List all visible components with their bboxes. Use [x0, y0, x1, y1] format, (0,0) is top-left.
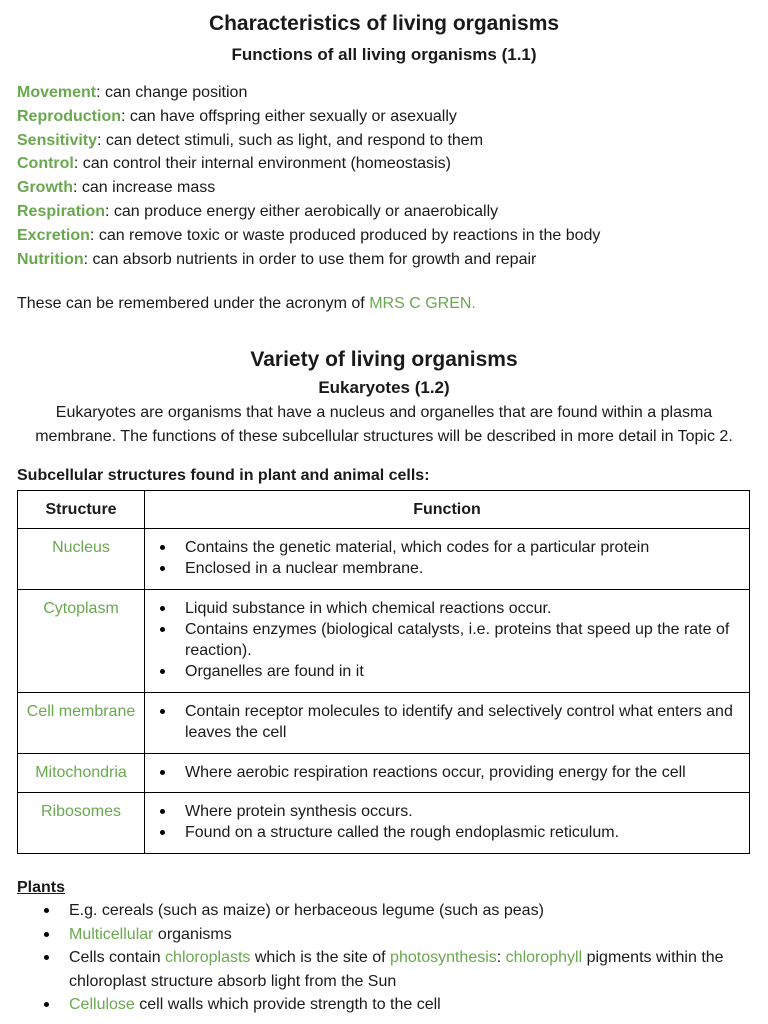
function-item: Contain receptor molecules to identify and selectively control what enters and leaves the cell — [145, 701, 739, 743]
table-row — [18, 529, 750, 590]
table-row — [18, 590, 750, 693]
column-header-structure: Structure — [18, 491, 145, 529]
characteristic-term: Sensitivity — [17, 131, 98, 149]
function-cell — [145, 754, 750, 793]
function-item: Where aerobic respiration reactions occur, providing energy for the cell — [145, 762, 739, 783]
function-item: Contains the genetic material, which codes for a particular protein — [145, 537, 739, 558]
function-item: Contains enzymes (biological catalysts, i.e. proteins that speed up the rate of reaction). — [145, 619, 739, 661]
characteristic-desc: : can control their internal environment (homeostasis) — [73, 155, 451, 173]
list-item — [17, 200, 757, 224]
characteristic-term: Control — [17, 155, 74, 173]
intro-line: membrane. The functions of these subcellular structures will be described in more detail in Topic 2. — [35, 428, 733, 445]
plants-item-text: cell walls which provide strength to the cell — [134, 996, 441, 1014]
column-header-function: Function — [145, 491, 750, 529]
intro-line: Eukaryotes are organisms that have a nucleus and organelles that are found within a plasma — [55, 404, 713, 421]
characteristic-term: Nutrition — [17, 250, 84, 268]
characteristic-desc: : can increase mass — [73, 179, 216, 197]
list-item — [17, 152, 757, 176]
plants-item-text: : — [496, 949, 506, 967]
page-title: Characteristics of living organisms — [208, 12, 560, 35]
list-item — [17, 176, 757, 200]
subcellular-structures-table — [17, 490, 750, 854]
section-subtitle: Eukaryotes (1.2) — [318, 378, 450, 397]
plants-list — [17, 899, 757, 1017]
table-row — [18, 754, 750, 793]
acronym: MRS C GREN. — [369, 295, 476, 312]
function-item: Liquid substance in which chemical reactions occur. — [145, 598, 739, 619]
list-item — [17, 923, 757, 947]
structure-cell: Cytoplasm — [18, 590, 145, 693]
list-item — [17, 224, 757, 248]
characteristic-term: Movement — [17, 84, 97, 101]
characteristic-desc: : can have offspring either sexually or asexually — [121, 107, 457, 125]
function-cell — [145, 793, 750, 854]
list-item — [17, 81, 757, 105]
function-cell — [145, 590, 750, 693]
table-row — [18, 793, 750, 854]
section-title: Variety of living organisms — [250, 348, 518, 371]
structure-cell: Mitochondria — [18, 754, 145, 793]
function-cell — [145, 529, 750, 590]
characteristic-term: Respiration — [17, 202, 106, 220]
plants-item-text: E.g. cereals (such as maize) or herbaceous legume (such as peas) — [69, 902, 544, 919]
characteristic-term: Reproduction — [17, 107, 121, 125]
table-heading: Subcellular structures found in plant and animal cells: — [17, 467, 430, 484]
structure-cell: Nucleus — [18, 529, 145, 590]
function-item: Found on a structure called the rough endoplasmic reticulum. — [145, 822, 739, 843]
characteristic-term: Growth — [17, 179, 73, 197]
list-item — [17, 946, 757, 993]
list-item — [17, 248, 757, 272]
function-item: Where protein synthesis occurs. — [145, 801, 739, 822]
structure-cell: Cell membrane — [18, 693, 145, 754]
function-cell — [145, 693, 750, 754]
acronym-prefix: These can be remembered under the acronym of — [17, 295, 370, 312]
plants-item-text: which is the site of — [250, 949, 391, 967]
plants-term: chlorophyll — [505, 949, 583, 967]
function-item: Enclosed in a nuclear membrane. — [145, 558, 739, 579]
list-item — [17, 899, 757, 923]
list-item — [17, 129, 757, 153]
acronym-sentence — [17, 293, 476, 315]
characteristic-desc: : can remove toxic or waste produced produced by reactions in the body — [89, 226, 601, 244]
plants-item-text: Cells contain — [69, 949, 166, 967]
characteristics-list — [17, 81, 757, 271]
plants-term: Cellulose — [69, 996, 135, 1014]
table-row — [18, 693, 750, 754]
plants-term: chloroplasts — [165, 949, 251, 967]
plants-term: Multicellular — [69, 925, 154, 943]
plants-heading: Plants — [17, 879, 66, 896]
list-item — [17, 105, 757, 129]
plants-item-text: organisms — [153, 925, 232, 943]
characteristic-desc: : can produce energy either aerobically or anaerobically — [105, 202, 499, 220]
characteristic-desc: : can absorb nutrients in order to use them for growth and repair — [83, 250, 537, 268]
plants-item-text: pigments within the chloroplast structure absorb light from the Sun — [69, 949, 724, 990]
characteristic-term: Excretion — [17, 226, 90, 244]
intro-paragraph — [17, 401, 751, 449]
table-header-row — [18, 491, 750, 529]
list-item — [17, 993, 757, 1017]
characteristic-desc: : can change position — [96, 84, 248, 101]
function-item: Organelles are found in it — [145, 661, 739, 682]
page-subtitle: Functions of all living organisms (1.1) — [231, 45, 537, 64]
plants-term: photosynthesis — [390, 949, 497, 967]
characteristic-desc: : can detect stimuli, such as light, and respond to them — [97, 131, 484, 149]
structure-cell: Ribosomes — [18, 793, 145, 854]
